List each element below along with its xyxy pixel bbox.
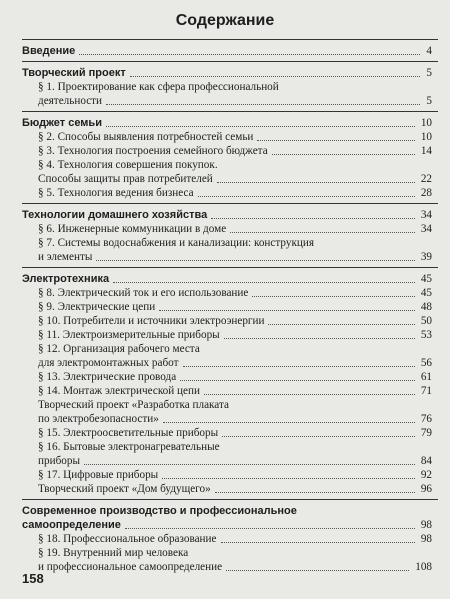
dot-leader	[272, 154, 415, 155]
dot-leader	[268, 324, 415, 325]
dot-leader	[257, 140, 415, 141]
toc-entry-text: § 17. Цифровые приборы	[38, 469, 159, 481]
toc-entry-text: § 3. Технология построения семейного бюджета	[38, 145, 268, 157]
toc-section-heading	[0, 208, 450, 222]
toc-entry-text: и профессиональное самоопределение	[38, 561, 223, 573]
section-divider	[22, 61, 438, 62]
dot-leader	[198, 196, 415, 197]
toc-entry-text: Творческий проект «Разработка плаката	[38, 399, 229, 411]
toc-page-number: 5	[426, 67, 432, 79]
toc-page-number: 10	[420, 117, 432, 129]
toc-entry	[0, 384, 450, 398]
section-divider	[22, 267, 438, 268]
toc-entry-text: деятельности	[38, 95, 103, 107]
toc-entry-text: § 8. Электрический ток и его использование	[38, 287, 249, 299]
toc-entry-text: Современное производство и профессиональное	[22, 505, 297, 517]
toc-page-number: 50	[420, 315, 432, 327]
page-title: Содержание	[175, 12, 275, 29]
toc-page-number: 45	[420, 273, 432, 285]
toc-page-number: 48	[420, 301, 432, 313]
toc-entry-text: для электромонтажных работ	[38, 357, 179, 369]
dot-leader	[96, 260, 415, 261]
toc-entry-text: Творческий проект	[22, 67, 126, 79]
dot-leader	[215, 492, 415, 493]
dot-leader	[221, 542, 415, 543]
toc-entry-text: § 11. Электроизмерительные приборы	[38, 329, 220, 341]
toc-page-number: 92	[420, 469, 432, 481]
toc-page-number: 10	[420, 131, 432, 143]
toc-page-number: 61	[420, 371, 432, 383]
toc-page-number: 79	[420, 427, 432, 439]
toc-entry-text: Творческий проект «Дом будущего»	[38, 483, 211, 495]
section-divider	[22, 499, 438, 500]
toc-entry	[0, 468, 450, 482]
dot-leader	[222, 436, 415, 437]
toc-entry-text: § 7. Системы водоснабжения и канализации: конструкция	[38, 237, 314, 249]
toc-entry	[0, 482, 450, 496]
toc-entry-text: § 13. Электрические провода	[38, 371, 177, 383]
dot-leader	[163, 422, 415, 423]
dot-leader	[183, 366, 415, 367]
toc-page-number: 14	[420, 145, 432, 157]
dot-leader	[230, 232, 415, 233]
toc-section-heading	[0, 66, 450, 80]
section-divider	[22, 39, 438, 40]
toc-page-number: 108	[415, 561, 432, 573]
dot-leader	[204, 394, 415, 395]
toc-page-number: 98	[420, 519, 432, 531]
toc-entry	[0, 80, 450, 94]
toc-page-number: 34	[420, 223, 432, 235]
toc-entry-text: § 16. Бытовые электронагревательные	[38, 441, 220, 453]
toc-entry-text: § 1. Проектирование как сфера профессиональной	[38, 81, 279, 93]
toc-section-heading	[0, 116, 450, 130]
toc-page-number: 96	[420, 483, 432, 495]
toc-entry	[0, 172, 450, 186]
toc-entry-text: § 4. Технология совершения покупок.	[38, 159, 218, 171]
dot-leader	[162, 478, 415, 479]
toc-entry-text: § 18. Профессиональное образование	[38, 533, 217, 545]
toc-page-number: 84	[420, 455, 432, 467]
page-number: 158	[22, 571, 44, 586]
toc-entry-text: § 12. Организация рабочего места	[38, 343, 200, 355]
dot-leader	[159, 310, 415, 311]
toc-page-number: 45	[420, 287, 432, 299]
toc-section-heading	[0, 44, 450, 58]
toc-entry	[0, 314, 450, 328]
toc-entry	[0, 300, 450, 314]
toc-entry	[0, 532, 450, 546]
dot-leader	[252, 296, 415, 297]
toc-entry-text: § 14. Монтаж электрической цепи	[38, 385, 200, 397]
toc-entry	[0, 440, 450, 454]
toc-entry	[0, 186, 450, 200]
toc-page-number: 76	[420, 413, 432, 425]
toc-entry-text: Введение	[22, 45, 76, 57]
toc-page-number: 98	[420, 533, 432, 545]
toc-entry	[0, 412, 450, 426]
toc-entry	[0, 398, 450, 412]
toc-entry-text: Бюджет семьи	[22, 117, 102, 129]
toc-entry	[0, 342, 450, 356]
toc-entry	[0, 546, 450, 560]
toc-entry-text: § 9. Электрические цепи	[38, 301, 156, 313]
toc-entry-text: § 10. Потребители и источники электроэнергии	[38, 315, 265, 327]
toc-entry	[0, 94, 450, 108]
toc-entry	[0, 158, 450, 172]
toc-entry-text: и элементы	[38, 251, 93, 263]
toc-entry	[0, 250, 450, 264]
toc-page-number: 34	[420, 209, 432, 221]
dot-leader	[106, 104, 420, 105]
dot-leader	[211, 218, 415, 219]
toc-entry-text: Способы защиты прав потребителей	[38, 173, 213, 185]
toc-entry	[0, 130, 450, 144]
toc-entry	[0, 222, 450, 236]
toc-page-number: 5	[426, 95, 432, 107]
toc-section-heading	[0, 518, 450, 532]
toc-entry-text: самоопределение	[22, 519, 121, 531]
toc-entry	[0, 560, 450, 574]
toc-page-number: 39	[420, 251, 432, 263]
dot-leader	[224, 338, 415, 339]
toc-entry	[0, 454, 450, 468]
toc-entry-text: § 6. Инженерные коммуникации в доме	[38, 223, 227, 235]
section-divider	[22, 111, 438, 112]
toc-page-number: 22	[420, 173, 432, 185]
toc-entry-text: § 5. Технология ведения бизнеса	[38, 187, 194, 199]
dot-leader	[130, 76, 420, 77]
dot-leader	[79, 54, 420, 55]
toc-entry-text: Электротехника	[22, 273, 110, 285]
toc-section-heading	[0, 504, 450, 518]
toc-entry-text: § 19. Внутренний мир человека	[38, 547, 189, 559]
dot-leader	[106, 126, 415, 127]
toc-entry	[0, 144, 450, 158]
dot-leader	[84, 464, 415, 465]
toc-entry-text: § 2. Способы выявления потребностей семьи	[38, 131, 254, 143]
toc-section-heading	[0, 272, 450, 286]
toc-entry	[0, 328, 450, 342]
toc-entry	[0, 356, 450, 370]
toc-page-number: 53	[420, 329, 432, 341]
toc-page-number: 4	[426, 45, 432, 57]
toc-entry-text: Технологии домашнего хозяйства	[22, 209, 208, 221]
toc-entry	[0, 426, 450, 440]
toc-page-number: 56	[420, 357, 432, 369]
dot-leader	[180, 380, 415, 381]
toc-entry	[0, 236, 450, 250]
toc-entry-text: § 15. Электроосветительные приборы	[38, 427, 219, 439]
dot-leader	[226, 570, 409, 571]
section-divider	[22, 203, 438, 204]
toc-page-number: 71	[420, 385, 432, 397]
toc-entry	[0, 370, 450, 384]
toc-entry	[0, 286, 450, 300]
toc-entry-text: приборы	[38, 455, 80, 467]
dot-leader	[113, 282, 415, 283]
dot-leader	[125, 528, 415, 529]
toc-page-number: 28	[420, 187, 432, 199]
toc-entry-text: по электробезопасности»	[38, 413, 159, 425]
dot-leader	[217, 182, 415, 183]
